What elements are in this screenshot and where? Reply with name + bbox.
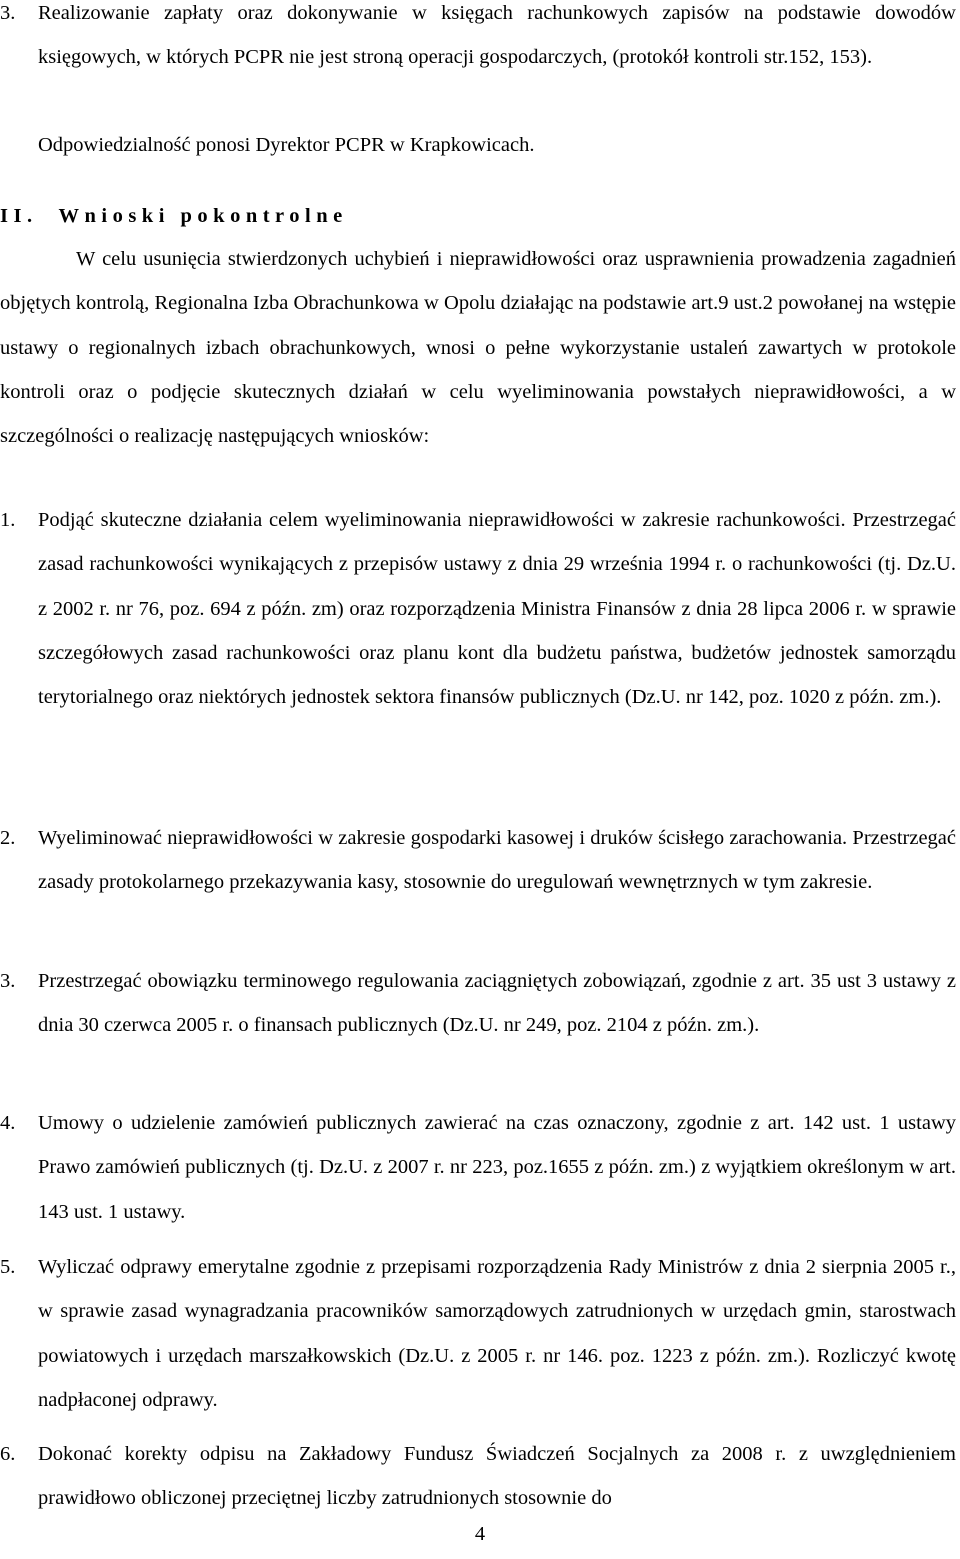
conclusion-text: Dokonać korekty odpisu na Zakładowy Fundusz Świadczeń Socjalnych za 2008 r. z uwzględnieniem prawidłowo obliczonej przeciętnej liczby zatrudnionych stosownie do [38,1443,956,1510]
conclusion-number: 5. [0,1256,16,1278]
conclusion-number: 3. [0,970,16,992]
conclusion-text: Wyliczać odprawy emerytalne zgodnie z przepisami rozporządzenia Rady Ministrów z dnia 2 sierpnia 2005 r., w sprawie zasad wynagradzania pracowników samorządowych zatrudnionych w urzędach gmin, starostwach powiatowych i urzędach marszałkowskich (Dz.U. z 2005 r. nr 146. poz. 1223 z późn. zm.). Rozliczyć kwotę nadpłaconej odprawy. [38,1256,956,1411]
finding-text: Realizowanie zapłaty oraz dokonywanie w księgach rachunkowych zapisów na podstawie dowodów księgowych, w których PCPR nie jest stroną operacji gospodarczych, (protokół kontroli str.152, 153). [38,2,956,69]
conclusion-text: Przestrzegać obowiązku terminowego regulowania zaciągniętych zobowiązań, zgodnie z art. 35 ust 3 ustawy z dnia 30 czerwca 2005 r. o finansach publicznych (Dz.U. nr 249, poz. 2104 z późn. zm.). [38,970,956,1037]
conclusion-1 [0,498,956,719]
conclusion-number: 2. [0,827,16,849]
conclusion-3 [0,959,956,1048]
finding-number: 3. [0,2,16,24]
conclusion-text: Podjąć skuteczne działania celem wyeliminowania nieprawidłowości w zakresie rachunkowości. Przestrzegać zasad rachunkowości wynikających z przepisów ustawy z dnia 29 września 1994 r. o rachunkowości (tj. Dz.U. z 2002 r. nr 76, poz. 694 z późn. zm) oraz rozporządzenia Ministra Finansów z dnia 28 lipca 2006 r. w sprawie szczegółowych zasad rachunkowości oraz planu kont dla budżetu państwa, budżetów jednostek samorządu terytorialnego oraz niektórych jednostek sektora finansów publicznych (Dz.U. nr 142, poz. 1020 z późn. zm.). [38,509,956,709]
conclusion-text: Wyeliminować nieprawidłowości w zakresie gospodarki kasowej i druków ścisłego zarachowania. Przestrzegać zasady protokolarnego przekazywania kasy, stosownie do uregulowań wewnętrznych w tym zakresie. [38,827,956,894]
section-heading [0,194,348,238]
responsibility-line [0,123,956,167]
conclusion-2 [0,816,956,905]
finding-3 [0,0,956,80]
conclusion-5 [0,1245,956,1422]
responsibility-text: Odpowiedzialność ponosi Dyrektor PCPR w Krapkowicach. [38,134,535,156]
conclusion-number: 1. [0,509,16,531]
conclusion-number: 6. [0,1443,16,1465]
conclusion-number: 4. [0,1112,16,1134]
intro-text: W celu usunięcia stwierdzonych uchybień i nieprawidłowości oraz usprawnienia prowadzenia zagadnień objętych kontrolą, Regionalna Izba Obrachunkowa w Opolu działając na podstawie art.9 ust.2 powołanej na wstępie ustawy o regionalnych izbach obrachunkowych, wnosi o pełne wykorzystanie ustaleń zawartych w protokole kontroli oraz o podjęcie skutecznych działań w celu wyeliminowania powstałych nieprawidłowości, a w szczególności o realizację następujących wniosków: [0,248,956,448]
conclusion-6 [0,1432,956,1521]
conclusion-4 [0,1101,956,1234]
page-number: 4 [474,1523,486,1545]
section-title: Wnioski pokontrolne [58,205,348,227]
conclusion-text: Umowy o udzielenie zamówień publicznych zawierać na czas oznaczony, zgodnie z art. 142 ust. 1 ustawy Prawo zamówień publicznych (tj. Dz.U. z 2007 r. nr 223, poz.1655 z późn. zm.) z wyjątkiem określonym w art. 143 ust. 1 ustawy. [38,1112,956,1223]
intro-paragraph [0,237,956,458]
section-numeral: II. [0,205,38,227]
